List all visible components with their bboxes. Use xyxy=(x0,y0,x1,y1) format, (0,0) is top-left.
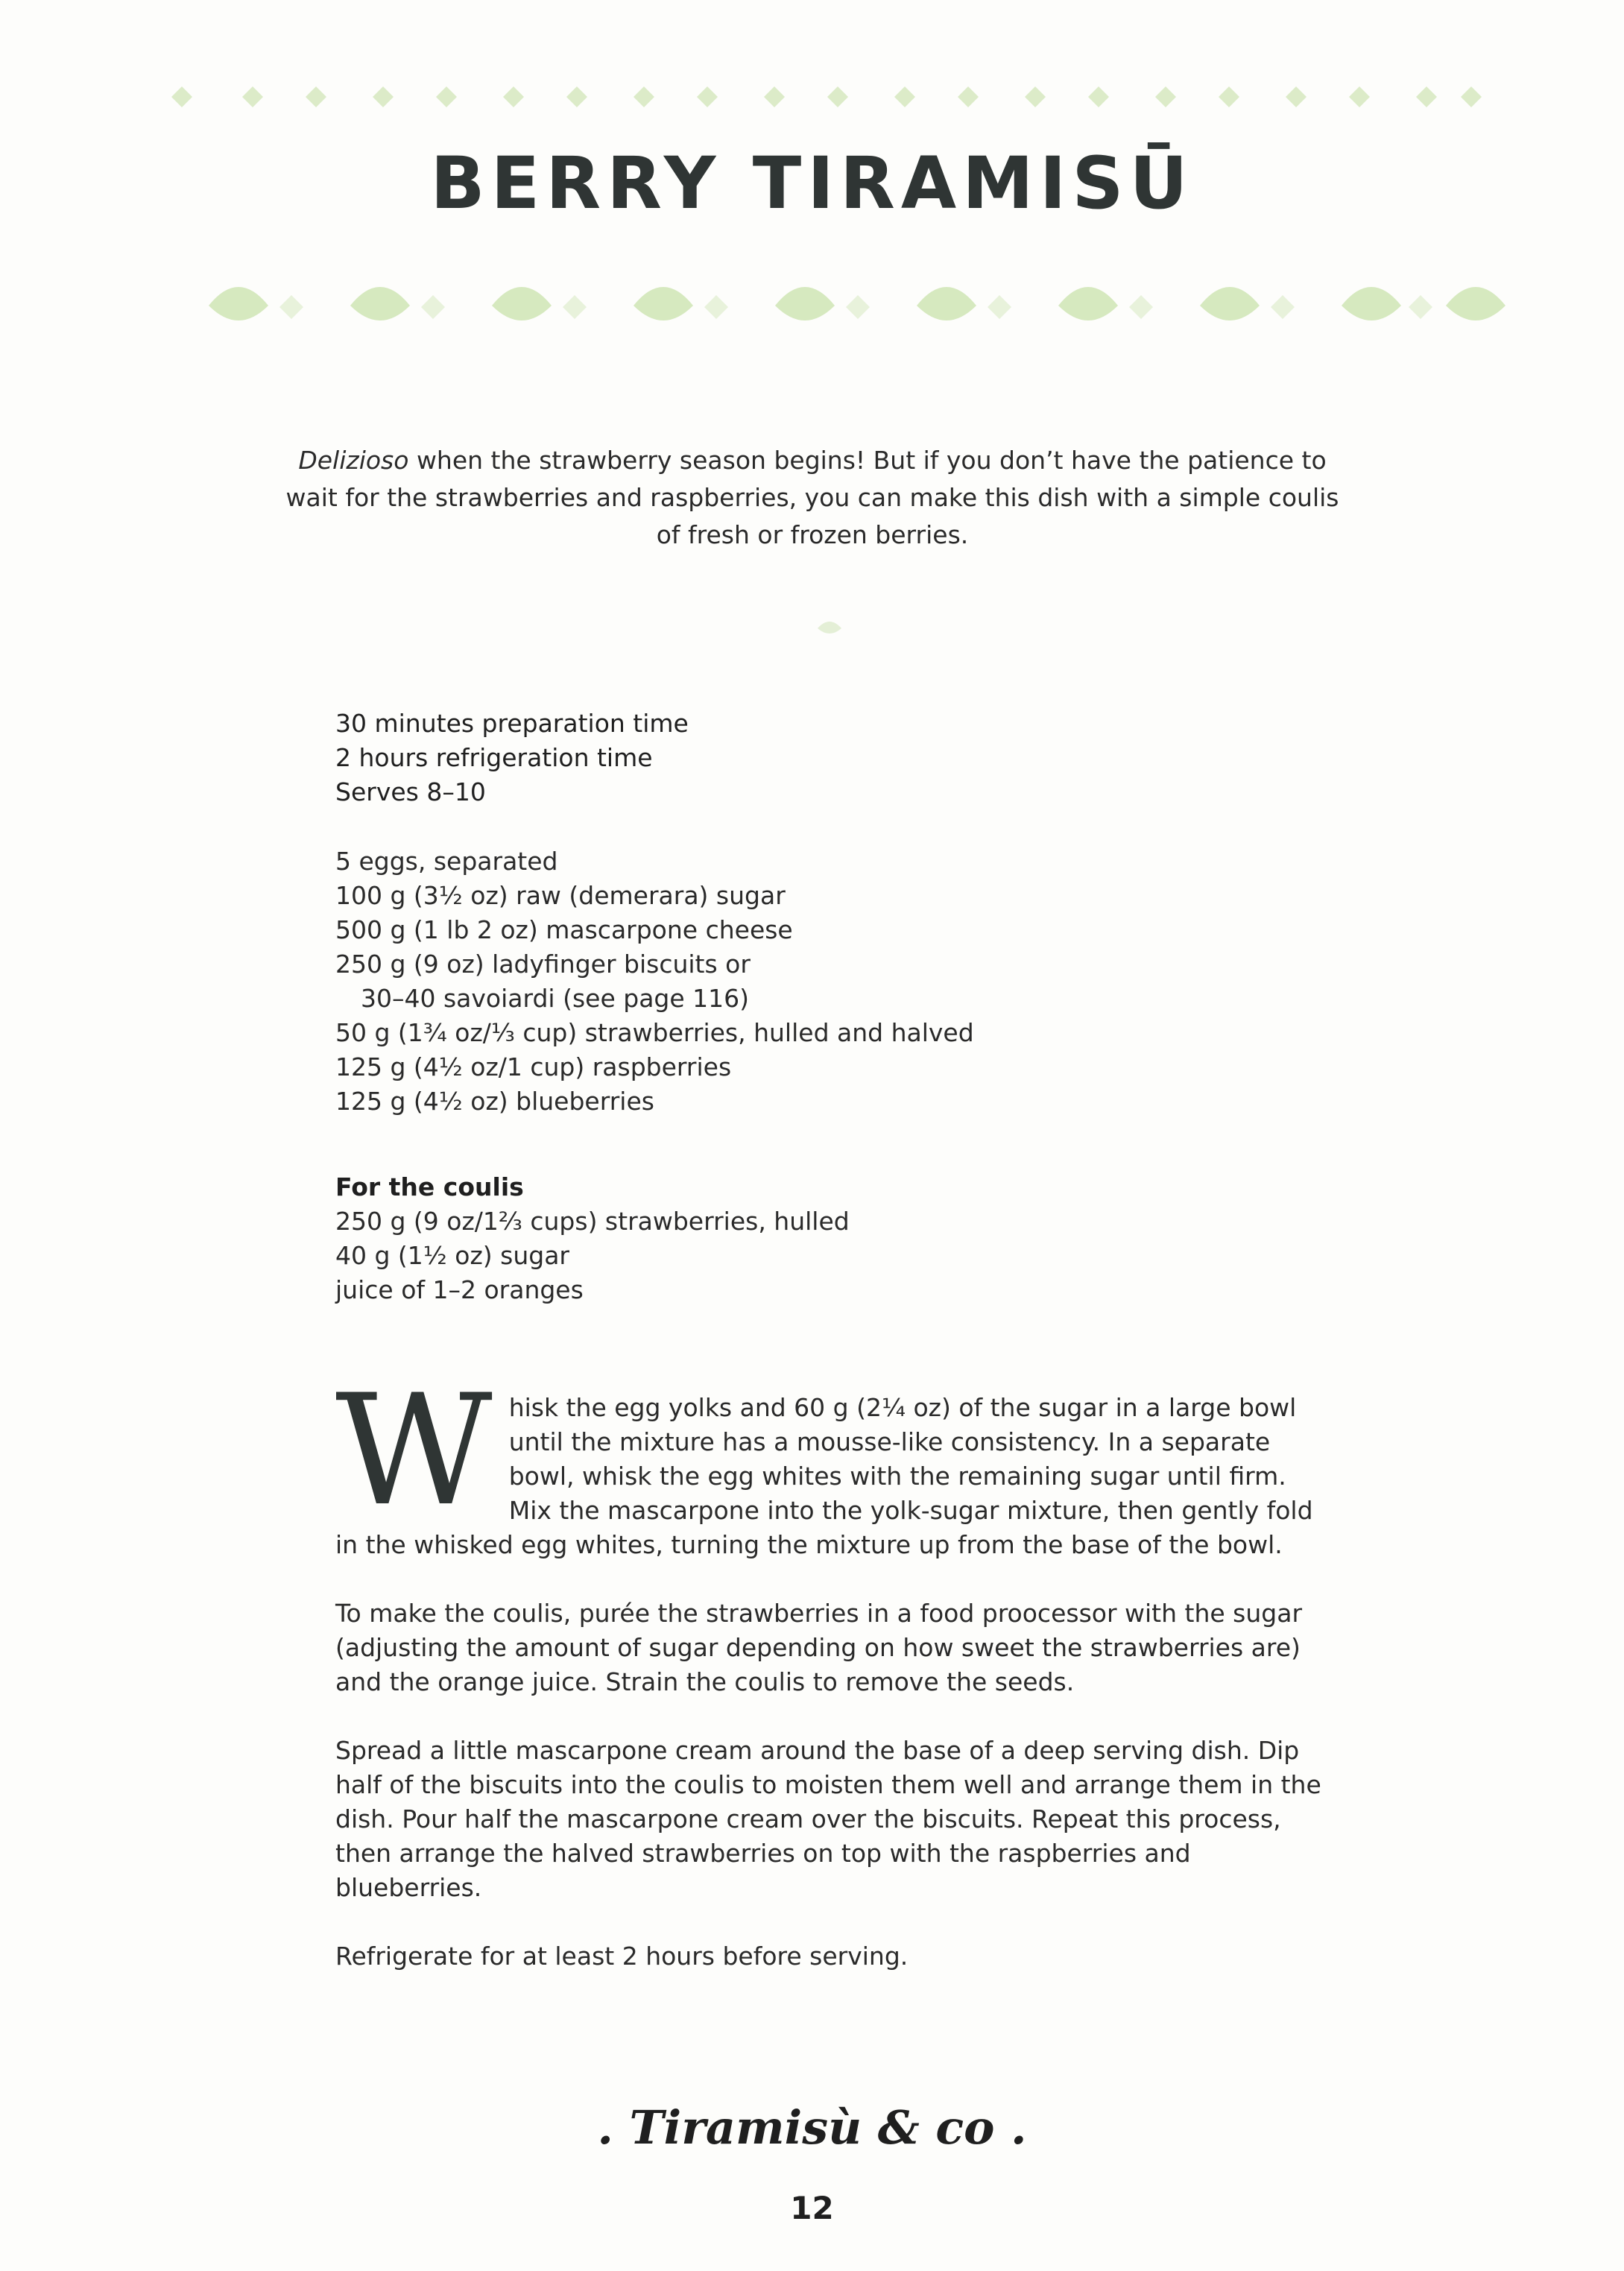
page-number: 12 xyxy=(790,2190,834,2226)
coulis-item: 40 g (1½ oz) sugar xyxy=(335,1241,569,1270)
servings: Serves 8–10 xyxy=(335,777,486,806)
method-step-2: To make the coulis, purée the strawberries in a food proocessor with the sugar (adjusting the amount of sugar depending on how sweet the strawberries are) and the orange juice. Strain the coulis to remove the seeds. xyxy=(335,1599,1303,1696)
ingredient-item: 250 g (9 oz) ladyfinger biscuits or xyxy=(335,950,751,979)
drop-cap: W xyxy=(335,1362,493,1540)
method-section xyxy=(335,1362,1327,2008)
recipe-title: BERRY TIRAMISŪ xyxy=(430,142,1194,225)
method-step-1-text: hisk the egg yolks and 60 g (2¼ oz) of the sugar in a large bowl until the mixture has a mousse-like consistency. In a separate bowl, whisk the egg whites with the remaining sugar until firm. Mix the mascarpone into the yolk-sugar mixture, then gently fold in the whisked egg whites, turning the mixture up from the base of the bowl. xyxy=(335,1393,1313,1559)
ingredient-item: 50 g (1¾ oz/⅓ cup) strawberries, hulled and halved xyxy=(335,1018,974,1047)
method-step-3: Spread a little mascarpone cream around the base of a deep serving dish. Dip half of the biscuits into the coulis to moisten them well and arrange them in the dish. Pour half the mascarpone cream over the biscuits. Repeat this process, then arrange the halved strawberries on top with the raspberries and blueberries. xyxy=(335,1736,1321,1902)
recipe-meta xyxy=(335,707,689,809)
recipe-intro xyxy=(283,442,1342,554)
ingredient-item: 125 g (4½ oz/1 cup) raspberries xyxy=(335,1052,732,1081)
ingredient-item: 500 g (1 lb 2 oz) mascarpone cheese xyxy=(335,915,793,944)
refrigeration-time: 2 hours refrigeration time xyxy=(335,743,653,772)
coulis-ingredient-list xyxy=(335,1204,850,1307)
coulis-item: juice of 1–2 oranges xyxy=(335,1275,584,1304)
ingredient-item: 5 eggs, separated xyxy=(335,847,558,876)
bottom-leaf-border xyxy=(0,253,1624,358)
leaf-icon xyxy=(816,617,843,639)
top-leaf-border xyxy=(0,75,1624,119)
coulis-item: 250 g (9 oz/1⅔ cups) strawberries, hulled xyxy=(335,1207,850,1236)
coulis-heading: For the coulis xyxy=(335,1172,524,1201)
intro-text: when the strawberry season begins! But if you don’t have the patience to wait for the strawberries and raspberries, you can make this dish with a simple coulis of fresh or frozen berries. xyxy=(285,446,1339,549)
intro-italic-word: Delizioso xyxy=(298,446,409,475)
book-brand: . Tiramisù & co . xyxy=(597,2100,1027,2155)
ingredient-list xyxy=(335,844,974,1119)
ingredient-item: 125 g (4½ oz) blueberries xyxy=(335,1087,654,1116)
ingredient-item: 100 g (3½ oz) raw (demerara) sugar xyxy=(335,881,786,910)
leaf-border-bottom-graphic xyxy=(0,253,1624,358)
method-step-1 xyxy=(335,1362,1327,1562)
ingredient-item-continued: 30–40 savoiardi (see page 116) xyxy=(361,984,750,1013)
prep-time: 30 minutes preparation time xyxy=(335,709,689,738)
leaf-border-top-graphic xyxy=(0,75,1624,119)
method-step-4: Refrigerate for at least 2 hours before serving. xyxy=(335,1942,909,1971)
